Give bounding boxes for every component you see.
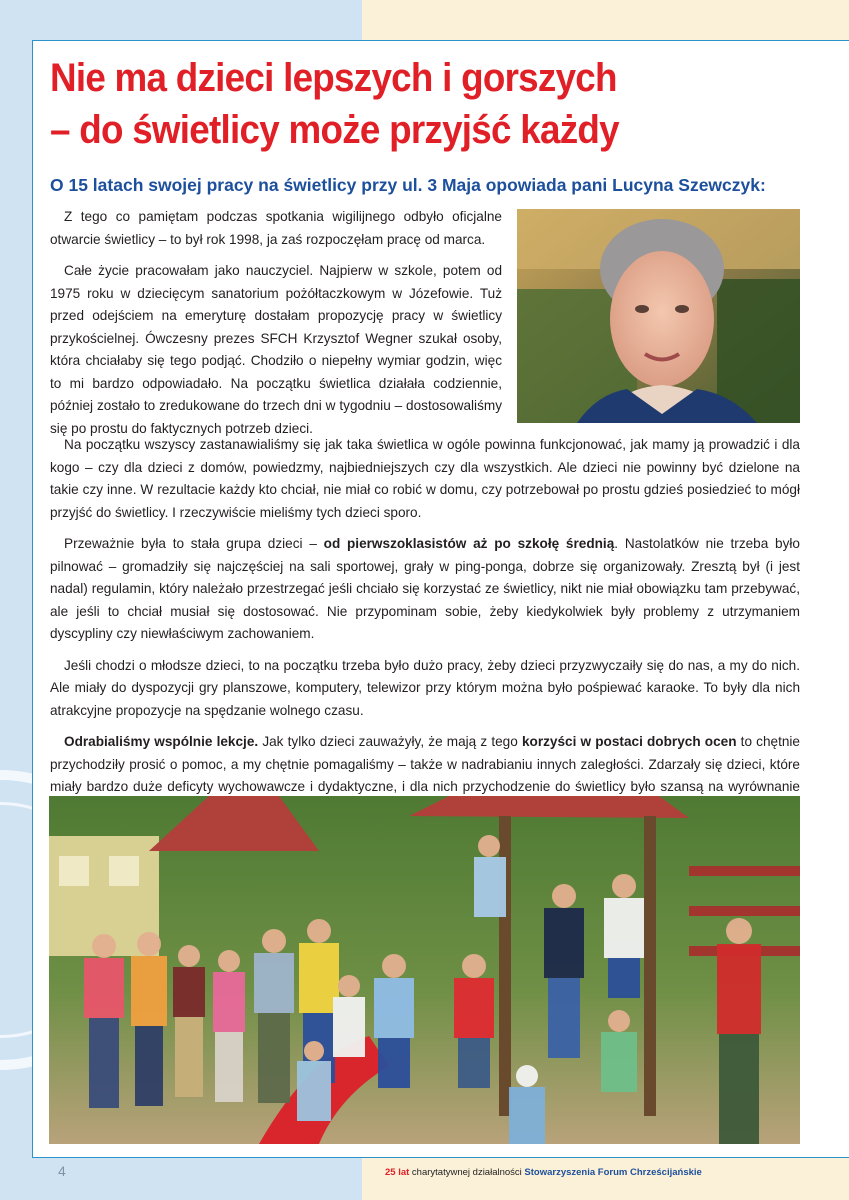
- group-photo-children-playground: [49, 796, 800, 1144]
- article-intro-column: [50, 206, 502, 449]
- footer-middle: charytatywnej działalności: [409, 1167, 525, 1178]
- article-main-text: [50, 434, 800, 830]
- paragraph-6-end: to chętnie przychodziły prosić o pomoc, a my chętnie pomagaliśmy – także w nadrabianiu innych zaległości. Zdarzały się dzieci, które miały bardzo duże deficyty wychowawcze i dydaktyczne, i dla nich przychodzenie do świetlicy było szansą na wyrównanie: [50, 734, 800, 794]
- paragraph-4-start: Przeważnie była to stała grupa dzieci –: [64, 536, 324, 551]
- page-number: 4: [58, 1163, 66, 1179]
- footer-years: 25 lat: [385, 1167, 410, 1178]
- paragraph-4: [50, 533, 800, 646]
- paragraph-6-lead: Odrabialiśmy wspólnie lekcje.: [64, 734, 259, 749]
- paragraph-5: Jeśli chodzi o młodsze dzieci, to na początku trzeba było dużo pracy, żeby dzieci przyzwyczaiły się do nas, a my do nich. Ale miały do dyspozycji gry planszowe, komputery, telewizor przy którym można było pośpiewać karaoke. To były dla nich atrakcyjne propozycje na spędzanie wolnego czasu.: [50, 657, 800, 718]
- portrait-photo: [517, 209, 800, 423]
- paragraph-4-highlight: od pierwszoklasistów aż po szkołę średnią: [323, 536, 615, 551]
- paragraph-6-part2: Jak tylko dzieci zauważyły, że mają z tego: [258, 734, 522, 749]
- paragraph-6-highlight: korzyści w postaci dobrych ocen: [521, 734, 737, 749]
- footer-organization: Stowarzyszenia Forum Chrześcijańskie: [524, 1167, 702, 1178]
- article-subtitle: O 15 latach swojej pracy na świetlicy przy ul. 3 Maja opowiada pani Lucyna Szewczyk:: [50, 175, 766, 195]
- paragraph-1: Z tego co pamiętam podczas spotkania wigilijnego odbyło oficjalne otwarcie świetlicy – to był rok 1998, ja zaś rozpoczęłam pracę od marca.: [50, 209, 502, 247]
- paragraph-3: Na początku wszyscy zastanawialiśmy się jak taka świetlica w ogóle powinna funkcjonować, jak mamy ją prowadzić i dla kogo – czy dla dzieci z domów, powiedzmy, najbiedniejszych czy dla wszystkich. Ale dzieci nie powinny być dzielone na takie czy inne. W rezultacie każdy kto chciał, nie miał co robić w domu, czy potrzebował po prostu gdzieś posiedzieć to mógł przyjść do świetlicy. I rzeczywiście mieliśmy tych dzieci sporo.: [50, 437, 800, 520]
- footer-publication-line: [385, 1167, 702, 1178]
- article-title-line2: – do świetlicy może przyjść każdy: [50, 108, 619, 152]
- paragraph-2: Całe życie pracowałam jako nauczyciel. Najpierw w szkole, potem od 1975 roku w dziecięcym sanatorium pożółtaczkowym w Józefowie. Tuż przed odejściem na emeryturę dostałam propozycję pracy w świetlicy przykościelnej. Ówczesny prezes SFCH Krzysztof Wegner szukał osoby, która chciałaby się tego podjąć. Chodziło o niepełny wymiar godzin, więc to mi bardzo odpowiadało. Na początku świetlica działała codziennie, później zostało to zredukowane do trzech dni w tygodniu – dostosowaliśmy się po prostu do faktycznych potrzeb dzieci.: [50, 263, 502, 436]
- article-title: [50, 52, 768, 156]
- article-title-line1: Nie ma dzieci lepszych i gorszych: [50, 56, 617, 100]
- paragraph-4-end: . Nastolatków nie trzeba było pilnować – gromadziły się najczęściej na sali sportowej, grały w ping-ponga, dobrze się organizowały. Zresztą był (i jest nadal) regulamin, który należało przestrzegać jeśli chciało się korzystać ze świetlicy, nikt nie miał obowiązku tam przebywać, ale jeśli to chciał musiał się dostosować. Nie przypominam sobie, żeby kiedykolwiek były problemy z utrzymaniem dyscypliny czy niewłaściwym zachowaniem.: [50, 536, 800, 641]
